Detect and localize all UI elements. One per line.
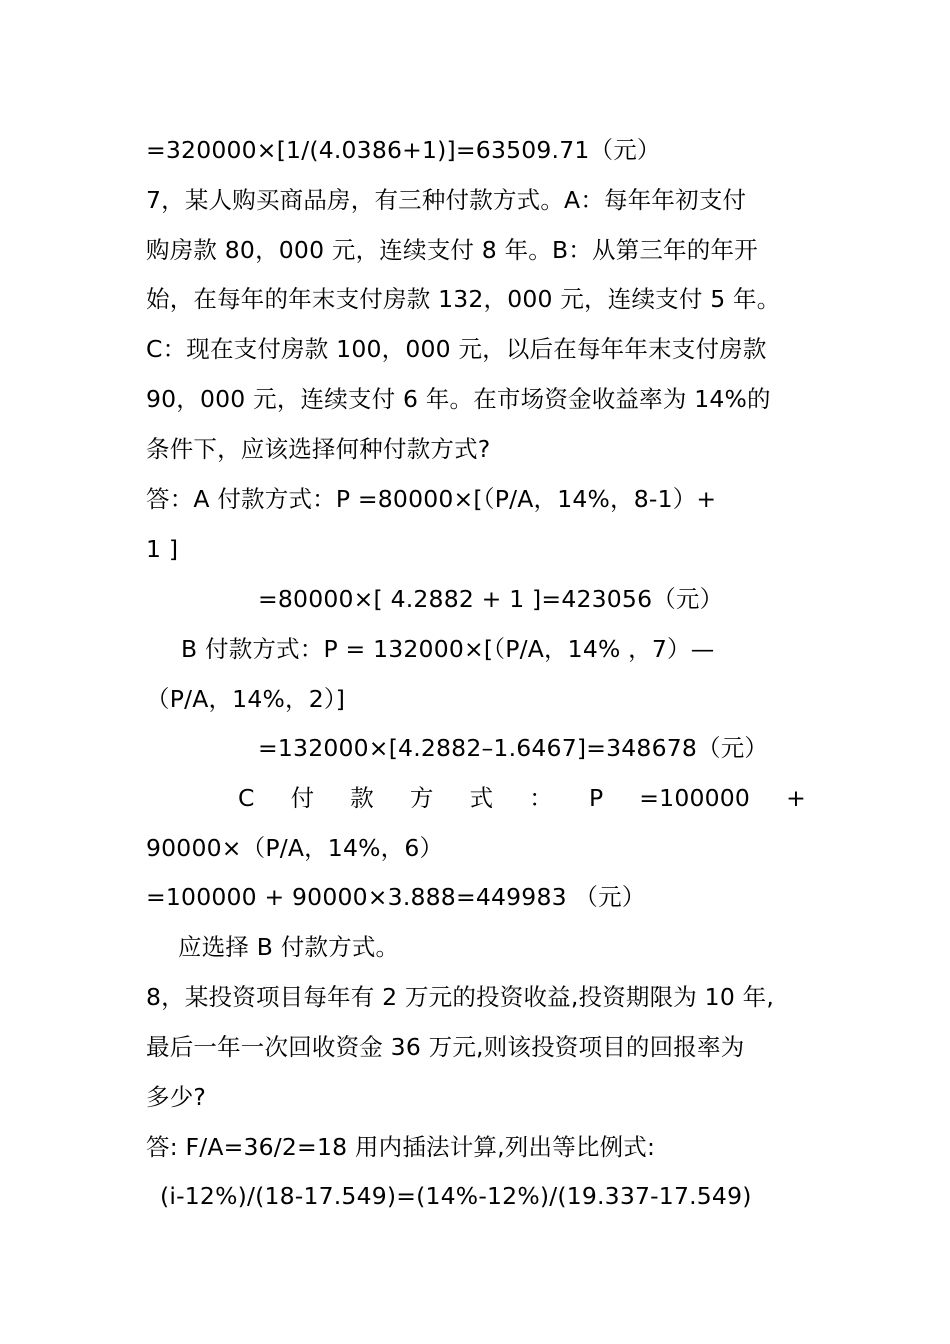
formula-line-continued: =320000×[1/(4.0386+1)]=63509.71（元）	[146, 136, 661, 164]
question-7-line-6: 条件下，应该选择何种付款方式?	[146, 435, 491, 463]
option-c-part: 方	[409, 784, 434, 812]
question-7-line-4: C：现在支付房款 100，000 元，以后在每年年末支付房款	[146, 335, 767, 363]
answer-7-option-b-line-1: B 付款方式：P = 132000×[（P/A，14% ，7）—	[181, 635, 715, 663]
question-8-line-2: 最后一年一次回收资金 36 万元,则该投资项目的回报率为	[146, 1033, 745, 1061]
answer-7-option-a-result: =80000×[ 4.2882 + 1 ]=423056（元）	[258, 585, 724, 613]
option-c-part: C	[238, 784, 255, 812]
question-8-line-3: 多少?	[146, 1083, 207, 1111]
answer-7-option-a-line-2: 1 ]	[146, 535, 179, 563]
option-c-part: =100000	[639, 784, 751, 812]
answer-7-option-a-line-1: 答：A 付款方式：P =80000×[（P/A，14%，8-1）+	[146, 485, 717, 513]
question-8-line-1: 8，某投资项目每年有 2 万元的投资收益,投资期限为 10 年,	[146, 983, 775, 1011]
answer-7-option-c-line-2: 90000×（P/A，14%，6）	[146, 834, 444, 862]
option-c-part: 款	[350, 784, 374, 812]
question-7-line-2: 购房款 80，000 元，连续支付 8 年。B：从第三年的年开	[146, 236, 758, 264]
answer-7-option-b-line-2: （P/A，14%，2）]	[146, 685, 346, 713]
question-7-line-3: 始，在每年的年末支付房款 132，000 元，连续支付 5 年。	[146, 285, 781, 313]
answer-7-option-b-result: =132000×[4.2882–1.6467]=348678（元）	[258, 734, 769, 762]
answer-7-option-c-line-1	[238, 783, 806, 813]
answer-7-option-c-result: =100000 + 90000×3.888=449983 （元）	[146, 883, 646, 911]
option-c-part: ：	[529, 784, 553, 812]
option-c-part: 付	[290, 784, 315, 812]
answer-7-conclusion: 应选择 B 付款方式。	[178, 933, 400, 961]
answer-8-line-2: (i-12%)/(18-17.549)=(14%-12%)/(19.337-17.549)	[160, 1182, 752, 1210]
option-c-part: P	[588, 784, 604, 812]
option-c-part: +	[786, 784, 806, 812]
question-7-line-5: 90，000 元，连续支付 6 年。在市场资金收益率为 14%的	[146, 385, 771, 413]
option-c-part: 式	[469, 784, 494, 812]
answer-8-line-1: 答: F/A=36/2=18 用内插法计算,列出等比例式:	[146, 1133, 656, 1161]
question-7-line-1: 7，某人购买商品房，有三种付款方式。A：每年年初支付	[146, 186, 747, 214]
